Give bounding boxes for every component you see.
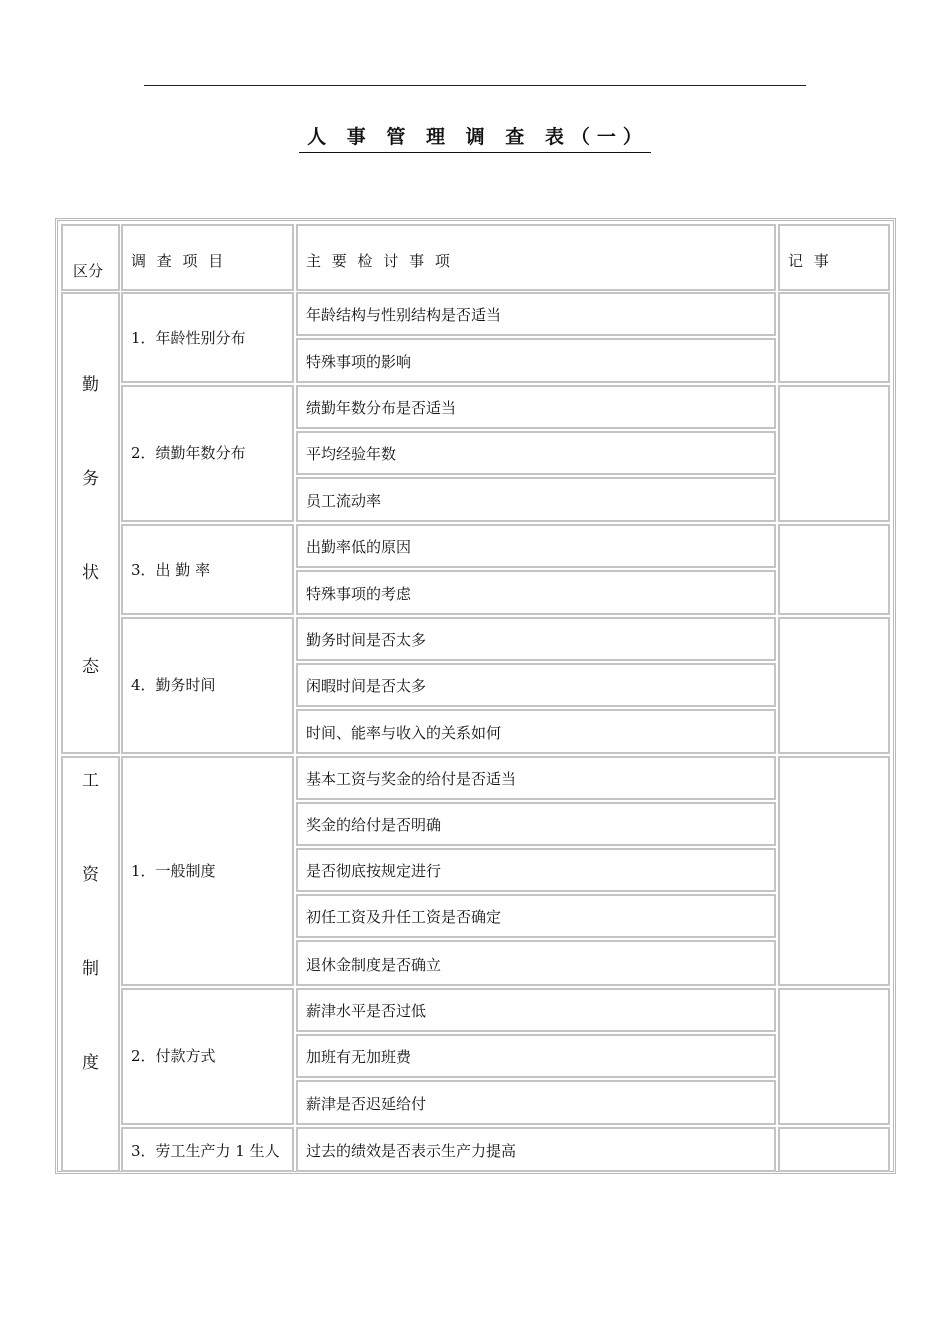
check-text: 奖金的给付是否明确 bbox=[306, 816, 442, 834]
check-row bbox=[296, 524, 776, 568]
section-char: 态 bbox=[82, 657, 99, 677]
header-category bbox=[61, 224, 120, 291]
item-cell bbox=[121, 988, 294, 1125]
check-text: 员工流动率 bbox=[306, 492, 382, 510]
check-row bbox=[296, 385, 776, 429]
section-char: 勤 bbox=[82, 375, 99, 395]
check-row bbox=[296, 709, 776, 754]
check-text: 绩勤年数分布是否适当 bbox=[306, 399, 457, 417]
item-label: 2．付款方式 bbox=[131, 1047, 216, 1065]
header-check bbox=[296, 224, 776, 291]
check-text: 勤务时间是否太多 bbox=[306, 631, 427, 649]
check-row bbox=[296, 292, 776, 336]
check-row bbox=[296, 663, 776, 707]
header-item-label: 调 查 项 目 bbox=[131, 252, 227, 270]
item-label: 1．一般制度 bbox=[131, 862, 216, 880]
check-row bbox=[296, 848, 776, 892]
item-cell bbox=[121, 756, 294, 986]
check-text: 退休金制度是否确立 bbox=[306, 956, 442, 974]
item-cell bbox=[121, 617, 294, 754]
item-cell bbox=[121, 1127, 294, 1172]
survey-table bbox=[55, 218, 896, 1174]
header-category-label: 区分 bbox=[73, 262, 104, 280]
check-text: 薪津水平是否过低 bbox=[306, 1002, 427, 1020]
note-cell bbox=[778, 988, 890, 1125]
check-row bbox=[296, 570, 776, 615]
check-text: 薪津是否迟延给付 bbox=[306, 1095, 427, 1113]
check-text: 平均经验年数 bbox=[306, 445, 397, 463]
item-label: 2．绩勤年数分布 bbox=[131, 444, 246, 462]
check-row bbox=[296, 1034, 776, 1078]
check-row bbox=[296, 756, 776, 800]
page-title-text: 人 事 管 理 调 查 表（一） bbox=[299, 122, 651, 153]
section-char: 资 bbox=[82, 865, 99, 885]
section-char: 工 bbox=[82, 771, 99, 791]
check-text: 是否彻底按规定进行 bbox=[306, 862, 442, 880]
top-rule bbox=[144, 85, 806, 86]
item-label: 1．年龄性别分布 bbox=[131, 329, 246, 347]
section-wage-system bbox=[61, 756, 120, 1172]
item-label: 4．勤务时间 bbox=[131, 676, 216, 694]
check-row bbox=[296, 988, 776, 1032]
note-cell bbox=[778, 1127, 890, 1172]
check-text: 过去的绩效是否表示生产力提高 bbox=[306, 1142, 517, 1160]
check-row bbox=[296, 431, 776, 475]
note-cell bbox=[778, 524, 890, 615]
item-label: 3．劳工生产力 1 生人 bbox=[131, 1142, 280, 1160]
check-text: 加班有无加班费 bbox=[306, 1048, 412, 1066]
header-item bbox=[121, 224, 294, 291]
item-label: 3．出 勤 率 bbox=[131, 561, 211, 579]
page-title bbox=[0, 122, 950, 153]
check-row bbox=[296, 894, 776, 938]
check-text: 年龄结构与性别结构是否适当 bbox=[306, 306, 502, 324]
header-check-label: 主 要 检 讨 事 项 bbox=[306, 252, 453, 270]
section-char: 务 bbox=[82, 469, 99, 489]
check-row bbox=[296, 802, 776, 846]
section-work-status bbox=[61, 292, 120, 754]
item-cell bbox=[121, 385, 294, 522]
section-char: 状 bbox=[82, 563, 99, 583]
check-text: 特殊事项的考虑 bbox=[306, 585, 412, 603]
check-text: 闲暇时间是否太多 bbox=[306, 677, 427, 695]
section-char: 制 bbox=[82, 959, 99, 979]
check-row bbox=[296, 477, 776, 522]
check-row bbox=[296, 940, 776, 986]
note-cell bbox=[778, 617, 890, 754]
check-row bbox=[296, 338, 776, 383]
check-row bbox=[296, 1080, 776, 1125]
check-row bbox=[296, 617, 776, 661]
check-text: 初任工资及升任工资是否确定 bbox=[306, 908, 502, 926]
note-cell bbox=[778, 385, 890, 522]
note-cell bbox=[778, 756, 890, 986]
header-note-label: 记 事 bbox=[788, 252, 832, 270]
check-text: 时间、能率与收入的关系如何 bbox=[306, 724, 502, 742]
check-text: 出勤率低的原因 bbox=[306, 538, 412, 556]
item-cell bbox=[121, 524, 294, 615]
item-cell bbox=[121, 292, 294, 383]
check-row bbox=[296, 1127, 776, 1172]
check-text: 基本工资与奖金的给付是否适当 bbox=[306, 770, 517, 788]
header-note bbox=[778, 224, 890, 291]
check-text: 特殊事项的影响 bbox=[306, 353, 412, 371]
section-char: 度 bbox=[82, 1053, 99, 1073]
note-cell bbox=[778, 292, 890, 383]
